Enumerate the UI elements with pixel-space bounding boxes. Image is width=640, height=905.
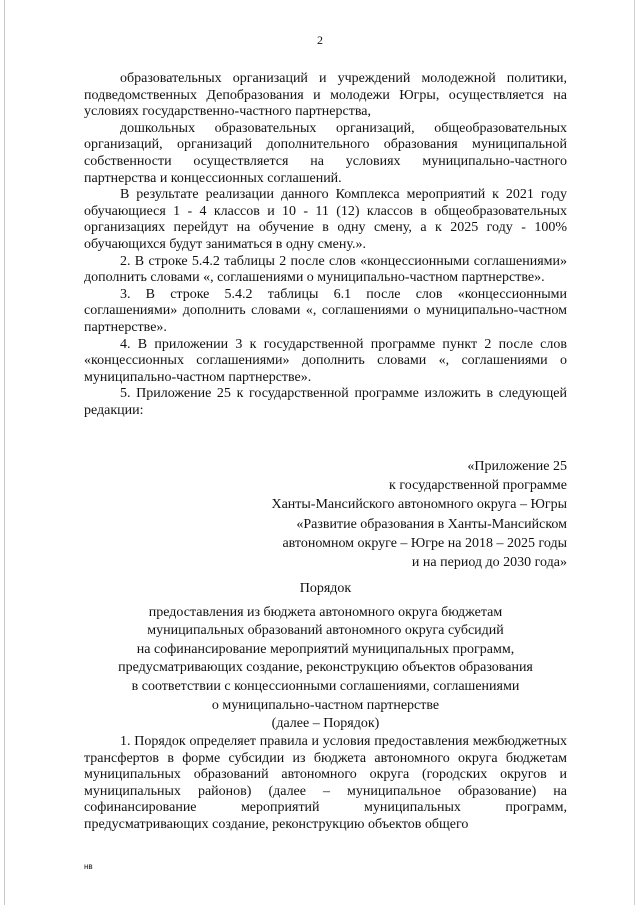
title-line: о муниципально-частном партнерстве bbox=[211, 697, 440, 713]
title-line: на софинансирование мероприятий муниципальных программ, bbox=[136, 641, 515, 657]
title-line: предусматривающих создание, реконструкцию объектов образования bbox=[118, 660, 533, 676]
title-line: (далее – Порядок) bbox=[271, 716, 380, 732]
appendix-line: автономном округе – Югре на 2018 – 2025 годы bbox=[282, 535, 567, 551]
title-lines bbox=[84, 604, 567, 734]
title-line: муниципальных образований автономного округа субсидий bbox=[147, 623, 504, 639]
appendix-line: «Развитие образования в Ханты-Мансийском bbox=[296, 516, 567, 532]
paragraph: 4. В приложении 3 к государственной программе пункт 2 после слов «концессионных соглашениями» дополнить словами «, соглашениями о муниципально-частном партнерстве». bbox=[84, 336, 567, 385]
appendix-header bbox=[84, 457, 567, 572]
appendix-line: Ханты-Мансийского автономного округа – Югры bbox=[271, 497, 567, 513]
paragraph: 5. Приложение 25 к государственной программе изложить в следующей редакции: bbox=[84, 386, 567, 418]
title-heading: Порядок bbox=[299, 581, 352, 596]
title-line: в соответствии с концессионными соглашениями, соглашениями bbox=[131, 678, 520, 694]
body-section-top bbox=[84, 71, 567, 419]
appendix-line: «Приложение 25 bbox=[467, 459, 567, 474]
paragraph: 2. В строке 5.4.2 таблицы 2 после слов «концессионными соглашениями» дополнить словами «, соглашениями о муниципально-частном партнерстве». bbox=[84, 253, 567, 286]
appendix-line: и на период до 2030 года» bbox=[411, 555, 567, 571]
appendix-line: к государственной программе bbox=[389, 478, 567, 494]
paragraph: В результате реализации данного Комплекса мероприятий к 2021 году обучающиеся 1 - 4 классов и 10 - 11 (12) классов в общеобразовательных организациях перейдут на обучение в одну смену, а к 2025 году - 100% обучающихся будут заниматься в одну смену.». bbox=[84, 187, 567, 252]
paragraph: образовательных организаций и учреждений молодежной политики, подведомственных Депобразования и молодежи Югры, осуществляется на условиях государственно-частного партнерства, bbox=[84, 71, 567, 120]
paragraph: дошкольных образовательных организаций, общеобразовательных организаций, организаций дополнительного образования муниципальной собственности осуществляется на условиях муниципально-частного партнерства и концессионных соглашений. bbox=[84, 120, 567, 186]
scan-edge-right bbox=[634, 0, 635, 905]
footer-code: нв bbox=[84, 862, 93, 871]
document-title-block bbox=[84, 580, 567, 734]
page-number: 2 bbox=[317, 33, 323, 47]
title-line: предоставления из бюджета автономного округа бюджетам bbox=[148, 604, 503, 620]
scan-edge-left bbox=[4, 0, 5, 905]
body-section-bottom bbox=[84, 734, 567, 834]
paragraph: 3. В строке 5.4.2 таблицы 6.1 после слов «концессионными соглашениями» дополнить словами «, соглашениями о муниципально-частном партнерстве». bbox=[84, 286, 567, 335]
paragraph: 1. Порядок определяет правила и условия предоставления межбюджетных трансфертов в форме субсидии из бюджета автономного округа бюджетам муниципальных образований автономного округа (городских округов и муниципальных районов) (далее – муниципальное образование) на софинансирование мероприятий муниципальных программ, предусматривающих создание, реконструкцию объектов общего bbox=[84, 734, 567, 832]
